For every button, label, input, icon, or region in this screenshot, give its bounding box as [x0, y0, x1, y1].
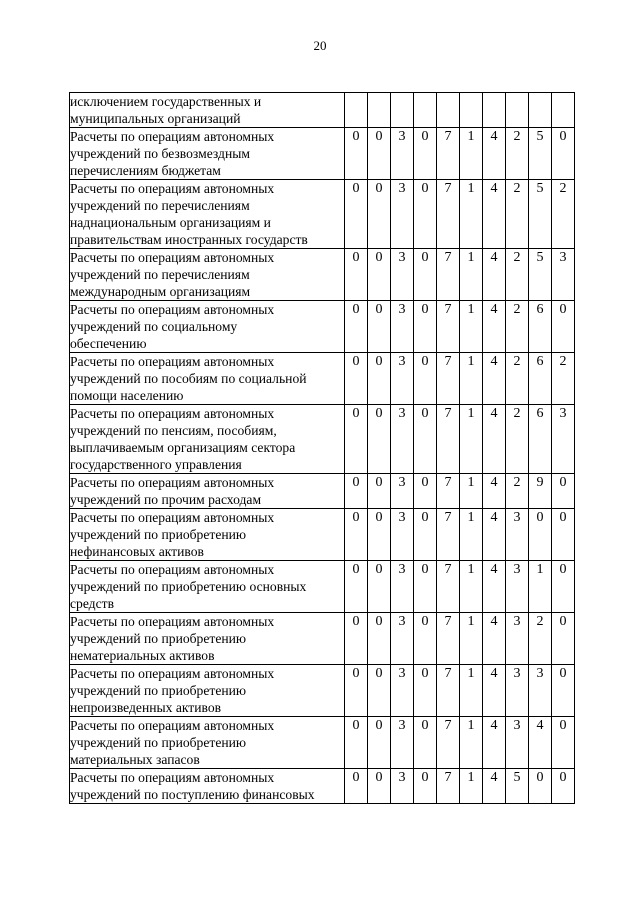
table-row	[70, 769, 575, 804]
code-digit-cell: 1	[460, 561, 483, 613]
code-digit-cell: 3	[391, 665, 414, 717]
row-description	[70, 561, 345, 613]
table-row	[70, 474, 575, 509]
code-digit-cell: 0	[552, 769, 575, 804]
code-digit-cell	[460, 93, 483, 128]
code-digit-cell: 3	[529, 665, 552, 717]
code-digit-cell: 7	[437, 561, 460, 613]
code-digit-cell: 3	[552, 405, 575, 474]
code-digit-cell: 5	[529, 249, 552, 301]
code-digit-cell: 4	[483, 474, 506, 509]
code-digit-cell: 0	[552, 613, 575, 665]
description-line: нематериальных активов	[70, 648, 215, 663]
table-row	[70, 301, 575, 353]
code-digit-cell: 6	[529, 405, 552, 474]
description-line: материальных запасов	[70, 752, 200, 767]
code-digit-cell: 1	[460, 665, 483, 717]
description-line: учреждений по социальному	[70, 319, 238, 334]
code-digit-cell	[552, 93, 575, 128]
row-description	[70, 613, 345, 665]
code-digit-cell: 7	[437, 301, 460, 353]
code-digit-cell: 0	[345, 474, 368, 509]
code-digit-cell: 7	[437, 405, 460, 474]
code-digit-cell: 0	[345, 180, 368, 249]
description-line: учреждений по перечислениям	[70, 267, 250, 282]
row-description	[70, 509, 345, 561]
code-digit-cell: 0	[345, 613, 368, 665]
code-digit-cell: 3	[391, 180, 414, 249]
row-description	[70, 665, 345, 717]
description-line: учреждений по приобретению	[70, 735, 247, 750]
description-line: непроизведенных активов	[70, 700, 222, 715]
code-digit-cell: 1	[529, 561, 552, 613]
code-digit-cell: 1	[460, 301, 483, 353]
description-line: учреждений по приобретению	[70, 631, 247, 646]
code-digit-cell: 0	[414, 180, 437, 249]
code-digit-cell: 3	[391, 405, 414, 474]
code-digit-cell: 0	[368, 405, 391, 474]
code-digit-cell: 4	[529, 717, 552, 769]
row-description	[70, 474, 345, 509]
code-digit-cell: 0	[414, 405, 437, 474]
code-digit-cell: 2	[506, 301, 529, 353]
code-digit-cell: 4	[483, 613, 506, 665]
code-digit-cell: 0	[414, 128, 437, 180]
table-body	[70, 93, 575, 804]
code-digit-cell: 2	[529, 613, 552, 665]
code-digit-cell: 0	[368, 474, 391, 509]
code-digit-cell: 1	[460, 474, 483, 509]
table-row	[70, 717, 575, 769]
description-line: учреждений по прочим расходам	[70, 492, 262, 507]
code-digit-cell: 0	[529, 769, 552, 804]
code-digit-cell: 0	[345, 301, 368, 353]
code-digit-cell: 0	[345, 769, 368, 804]
table-row	[70, 353, 575, 405]
code-digit-cell: 0	[368, 665, 391, 717]
code-digit-cell: 0	[368, 561, 391, 613]
code-digit-cell: 1	[460, 717, 483, 769]
account-codes-table	[69, 92, 575, 804]
description-line: Расчеты по операциям автономных	[70, 718, 275, 733]
code-digit-cell: 1	[460, 613, 483, 665]
code-digit-cell: 5	[506, 769, 529, 804]
code-digit-cell: 5	[529, 128, 552, 180]
description-line: помощи населению	[70, 388, 184, 403]
code-digit-cell: 7	[437, 665, 460, 717]
code-digit-cell: 7	[437, 128, 460, 180]
description-line: Расчеты по операциям автономных	[70, 129, 275, 144]
code-digit-cell: 6	[529, 301, 552, 353]
description-line: учреждений по приобретению основных	[70, 579, 307, 594]
description-line: Расчеты по операциям автономных	[70, 250, 275, 265]
table-row	[70, 613, 575, 665]
code-digit-cell: 7	[437, 353, 460, 405]
code-digit-cell: 3	[391, 353, 414, 405]
code-digit-cell: 2	[506, 474, 529, 509]
code-digit-cell: 1	[460, 180, 483, 249]
code-digit-cell: 3	[391, 613, 414, 665]
description-line: Расчеты по операциям автономных	[70, 510, 275, 525]
code-digit-cell: 1	[460, 405, 483, 474]
code-digit-cell: 0	[368, 613, 391, 665]
row-description	[70, 128, 345, 180]
code-digit-cell	[391, 93, 414, 128]
description-line: учреждений по пенсиям, пособиям,	[70, 423, 277, 438]
code-digit-cell: 6	[529, 353, 552, 405]
code-digit-cell	[368, 93, 391, 128]
table-row	[70, 180, 575, 249]
code-digit-cell: 2	[506, 405, 529, 474]
code-digit-cell: 3	[391, 249, 414, 301]
table-row	[70, 249, 575, 301]
code-digit-cell: 0	[552, 509, 575, 561]
code-digit-cell: 0	[414, 665, 437, 717]
code-digit-cell: 4	[483, 509, 506, 561]
description-line: Расчеты по операциям автономных	[70, 181, 275, 196]
row-description	[70, 353, 345, 405]
code-digit-cell: 7	[437, 769, 460, 804]
code-digit-cell: 4	[483, 301, 506, 353]
code-digit-cell: 3	[552, 249, 575, 301]
code-digit-cell: 4	[483, 249, 506, 301]
row-description	[70, 301, 345, 353]
row-description	[70, 769, 345, 804]
code-digit-cell	[414, 93, 437, 128]
code-digit-cell: 3	[391, 128, 414, 180]
code-digit-cell: 0	[368, 353, 391, 405]
description-line: правительствам иностранных государств	[70, 232, 308, 247]
code-digit-cell: 1	[460, 509, 483, 561]
code-digit-cell: 3	[506, 509, 529, 561]
code-digit-cell: 0	[414, 474, 437, 509]
code-digit-cell: 0	[552, 128, 575, 180]
description-line: учреждений по безвозмездным	[70, 146, 250, 161]
code-digit-cell: 0	[345, 717, 368, 769]
code-digit-cell: 0	[368, 301, 391, 353]
description-line: перечислениям бюджетам	[70, 163, 221, 178]
code-digit-cell: 4	[483, 128, 506, 180]
code-digit-cell: 7	[437, 509, 460, 561]
code-digit-cell: 0	[368, 509, 391, 561]
description-line: наднациональным организациям и	[70, 215, 271, 230]
page-number: 20	[313, 38, 327, 53]
code-digit-cell	[529, 93, 552, 128]
code-digit-cell: 7	[437, 613, 460, 665]
code-digit-cell: 9	[529, 474, 552, 509]
code-digit-cell: 0	[345, 561, 368, 613]
description-line: муниципальных организаций	[70, 111, 241, 126]
code-digit-cell: 3	[506, 717, 529, 769]
code-digit-cell: 1	[460, 353, 483, 405]
table-row	[70, 405, 575, 474]
code-digit-cell: 0	[552, 717, 575, 769]
code-digit-cell	[437, 93, 460, 128]
code-digit-cell: 7	[437, 249, 460, 301]
code-digit-cell: 3	[391, 474, 414, 509]
description-line: Расчеты по операциям автономных	[70, 666, 275, 681]
row-description	[70, 405, 345, 474]
code-digit-cell	[345, 93, 368, 128]
code-digit-cell: 4	[483, 180, 506, 249]
code-digit-cell: 1	[460, 128, 483, 180]
table-row	[70, 128, 575, 180]
code-digit-cell: 2	[506, 180, 529, 249]
description-line: учреждений по перечислениям	[70, 198, 250, 213]
code-digit-cell: 0	[368, 180, 391, 249]
description-line: государственного управления	[70, 457, 242, 472]
code-digit-cell: 3	[391, 769, 414, 804]
description-line: учреждений по приобретению	[70, 527, 247, 542]
code-digit-cell: 2	[552, 353, 575, 405]
code-digit-cell: 4	[483, 405, 506, 474]
code-digit-cell: 0	[414, 249, 437, 301]
description-line: выплачиваемым организациям сектора	[70, 440, 296, 455]
description-line: Расчеты по операциям автономных	[70, 302, 275, 317]
code-digit-cell: 3	[391, 561, 414, 613]
row-description	[70, 180, 345, 249]
description-line: Расчеты по операциям автономных	[70, 614, 275, 629]
code-digit-cell: 0	[414, 613, 437, 665]
code-digit-cell: 0	[414, 301, 437, 353]
code-digit-cell: 3	[506, 665, 529, 717]
description-line: Расчеты по операциям автономных	[70, 406, 275, 421]
table-row	[70, 561, 575, 613]
code-digit-cell: 5	[529, 180, 552, 249]
code-digit-cell: 7	[437, 180, 460, 249]
row-description	[70, 717, 345, 769]
code-digit-cell: 2	[506, 128, 529, 180]
code-digit-cell: 3	[391, 301, 414, 353]
description-line: нефинансовых активов	[70, 544, 204, 559]
code-digit-cell: 0	[414, 561, 437, 613]
code-digit-cell: 0	[345, 249, 368, 301]
description-line: учреждений по приобретению	[70, 683, 247, 698]
code-digit-cell: 7	[437, 717, 460, 769]
table-row	[70, 93, 575, 128]
code-digit-cell: 3	[391, 717, 414, 769]
code-digit-cell: 0	[414, 769, 437, 804]
row-description	[70, 249, 345, 301]
code-digit-cell: 1	[460, 769, 483, 804]
code-digit-cell: 0	[368, 128, 391, 180]
code-digit-cell: 0	[414, 509, 437, 561]
table-row	[70, 665, 575, 717]
code-digit-cell: 3	[506, 561, 529, 613]
description-line: учреждений по пособиям по социальной	[70, 371, 307, 386]
description-line: Расчеты по операциям автономных	[70, 770, 275, 785]
code-digit-cell	[506, 93, 529, 128]
code-digit-cell: 4	[483, 769, 506, 804]
description-line: учреждений по поступлению финансовых	[70, 787, 315, 802]
code-digit-cell: 2	[552, 180, 575, 249]
code-digit-cell: 0	[345, 353, 368, 405]
description-line: исключением государственных и	[70, 94, 262, 109]
code-digit-cell: 3	[391, 509, 414, 561]
code-digit-cell: 2	[506, 249, 529, 301]
code-digit-cell: 0	[345, 405, 368, 474]
description-line: средств	[70, 596, 114, 611]
description-line: Расчеты по операциям автономных	[70, 354, 275, 369]
code-digit-cell: 1	[460, 249, 483, 301]
code-digit-cell: 0	[368, 249, 391, 301]
description-line: Расчеты по операциям автономных	[70, 562, 275, 577]
code-digit-cell: 0	[414, 353, 437, 405]
code-digit-cell: 4	[483, 561, 506, 613]
code-digit-cell: 0	[552, 474, 575, 509]
code-digit-cell: 7	[437, 474, 460, 509]
table-row	[70, 509, 575, 561]
code-digit-cell: 0	[345, 128, 368, 180]
code-digit-cell: 4	[483, 717, 506, 769]
code-digit-cell: 0	[529, 509, 552, 561]
code-digit-cell: 0	[345, 509, 368, 561]
code-digit-cell: 3	[506, 613, 529, 665]
code-digit-cell: 0	[368, 769, 391, 804]
code-digit-cell: 4	[483, 353, 506, 405]
code-digit-cell: 0	[368, 717, 391, 769]
description-line: Расчеты по операциям автономных	[70, 475, 275, 490]
code-digit-cell: 0	[552, 665, 575, 717]
code-digit-cell: 0	[552, 561, 575, 613]
row-description	[70, 93, 345, 128]
code-digit-cell: 0	[345, 665, 368, 717]
code-digit-cell: 0	[552, 301, 575, 353]
description-line: обеспечению	[70, 336, 147, 351]
code-digit-cell: 0	[414, 717, 437, 769]
description-line: международным организациям	[70, 284, 251, 299]
code-digit-cell: 2	[506, 353, 529, 405]
code-digit-cell: 4	[483, 665, 506, 717]
code-digit-cell	[483, 93, 506, 128]
